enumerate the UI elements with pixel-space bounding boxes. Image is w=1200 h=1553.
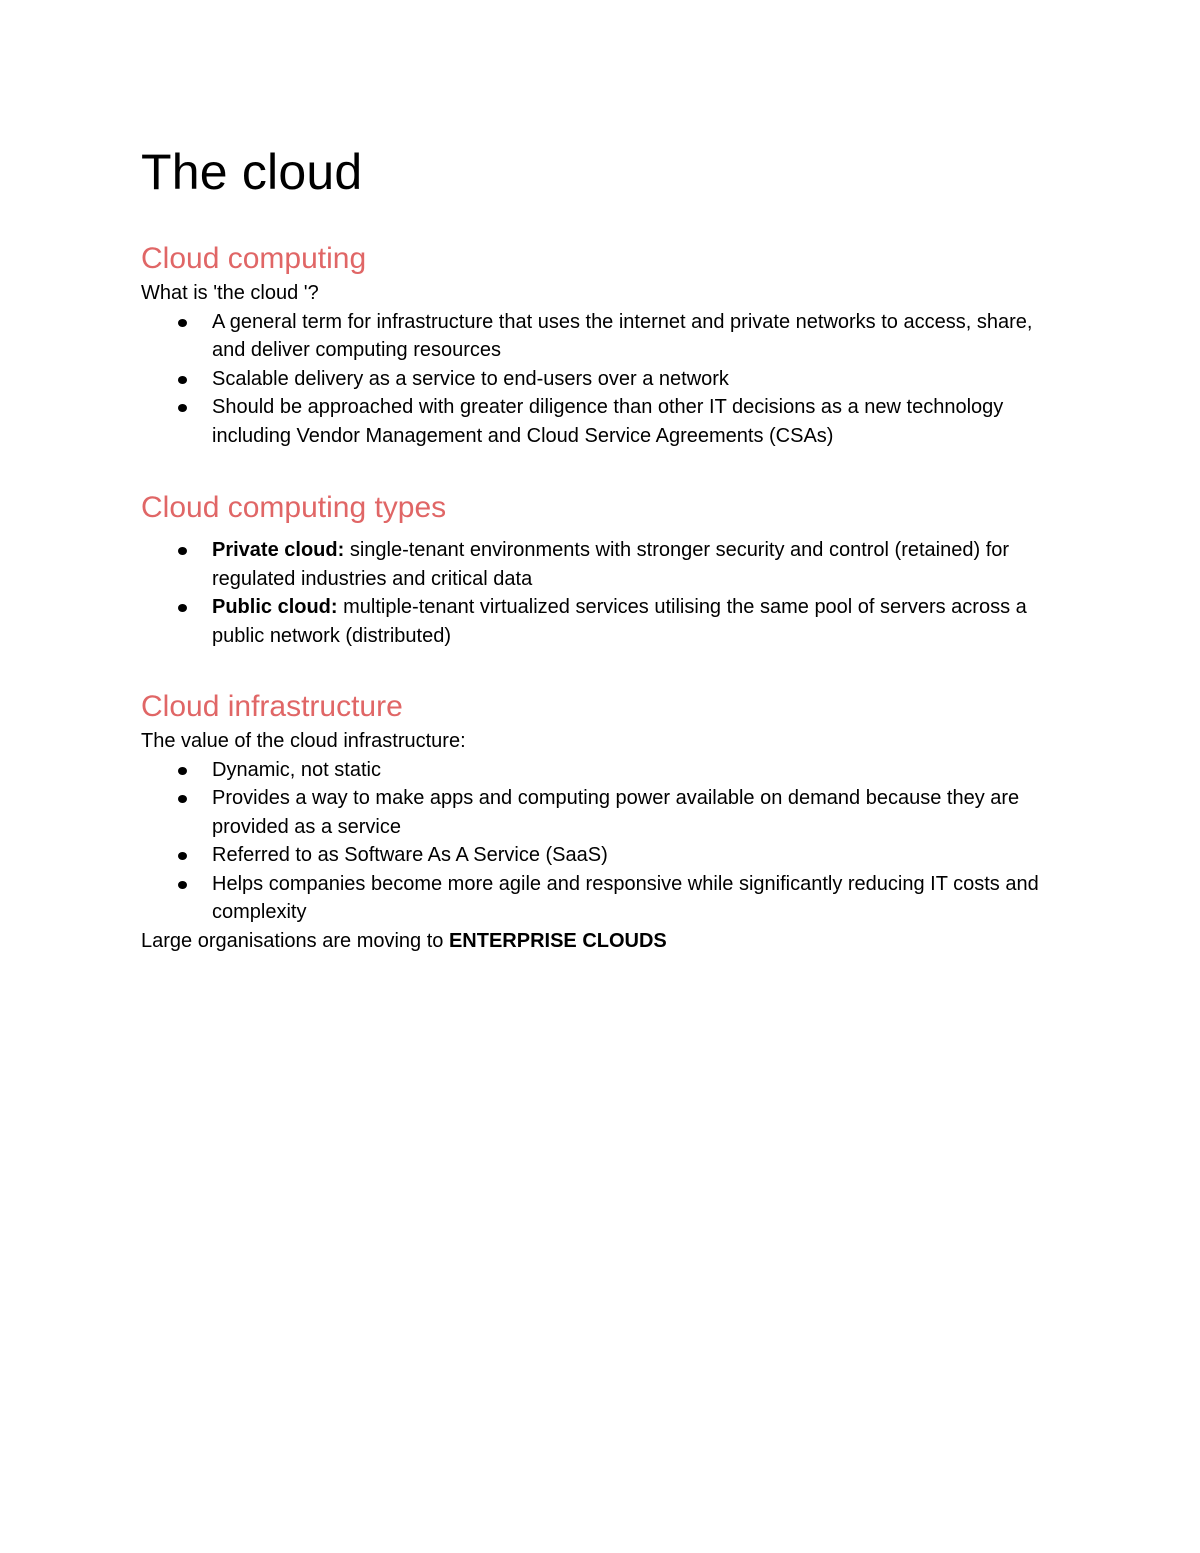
- list-item-text: multiple-tenant virtualized services utilising the same pool of servers across a public network (distributed): [212, 596, 1027, 647]
- section-heading-cloud-computing: Cloud computing: [141, 242, 367, 275]
- section-heading-cloud-infrastructure: Cloud infrastructure: [141, 690, 403, 723]
- section-intro-text: The value of the cloud infrastructure:: [141, 730, 466, 752]
- section-intro-text: What is 'the cloud '?: [141, 282, 319, 304]
- bullet-icon: [178, 767, 187, 775]
- bullet-icon: [178, 852, 187, 860]
- list-item: [141, 784, 1061, 841]
- section-heading-cloud-computing-types: Cloud computing types: [141, 491, 447, 524]
- closing-text: Large organisations are moving to: [141, 929, 449, 952]
- list-item: [141, 308, 1061, 365]
- bullet-icon: [178, 604, 187, 612]
- list-item: [141, 536, 1061, 593]
- closing-emphasis: ENTERPRISE CLOUDS: [448, 929, 667, 952]
- bullet-icon: [178, 404, 187, 412]
- page-title: The cloud: [141, 144, 363, 200]
- list-item-text: single-tenant environments with stronger security and control (retained) for regulated industries and critical data: [212, 539, 1010, 590]
- document-body: [141, 138, 1061, 955]
- list-item-text: Should be approached with greater diligence than other IT decisions as a new technology including Vendor Management and Cloud Service Agreements (CSAs): [212, 396, 1004, 447]
- list-item: [141, 841, 1061, 870]
- list-item: [141, 870, 1061, 927]
- term-label: Public cloud:: [212, 596, 338, 618]
- closing-statement: [141, 927, 1061, 956]
- list-item-text: Dynamic, not static: [212, 758, 381, 781]
- bullet-icon: [178, 376, 187, 384]
- list-item-text: Provides a way to make apps and computing power available on demand because they are provided as a service: [212, 787, 1020, 838]
- list-item: [141, 365, 1061, 394]
- list-item: [141, 393, 1061, 450]
- list-item: [141, 593, 1061, 650]
- bullet-icon: [178, 547, 187, 555]
- list-item: [141, 756, 1061, 785]
- bullet-list: [141, 536, 1061, 650]
- bullet-icon: [178, 319, 187, 327]
- list-item-text: Scalable delivery as a service to end-users over a network: [212, 367, 729, 390]
- bullet-list: [141, 756, 1061, 927]
- list-item-text: Helps companies become more agile and responsive while significantly reducing IT costs and complexity: [212, 872, 1039, 923]
- bullet-icon: [178, 795, 187, 803]
- list-item-text: Referred to as Software As A Service (SaaS): [212, 844, 608, 866]
- bullet-list: [141, 308, 1061, 451]
- list-item-text: A general term for infrastructure that uses the internet and private networks to access, share, and deliver computing resources: [212, 310, 1033, 361]
- term-label: Private cloud:: [212, 539, 345, 561]
- bullet-icon: [178, 881, 187, 889]
